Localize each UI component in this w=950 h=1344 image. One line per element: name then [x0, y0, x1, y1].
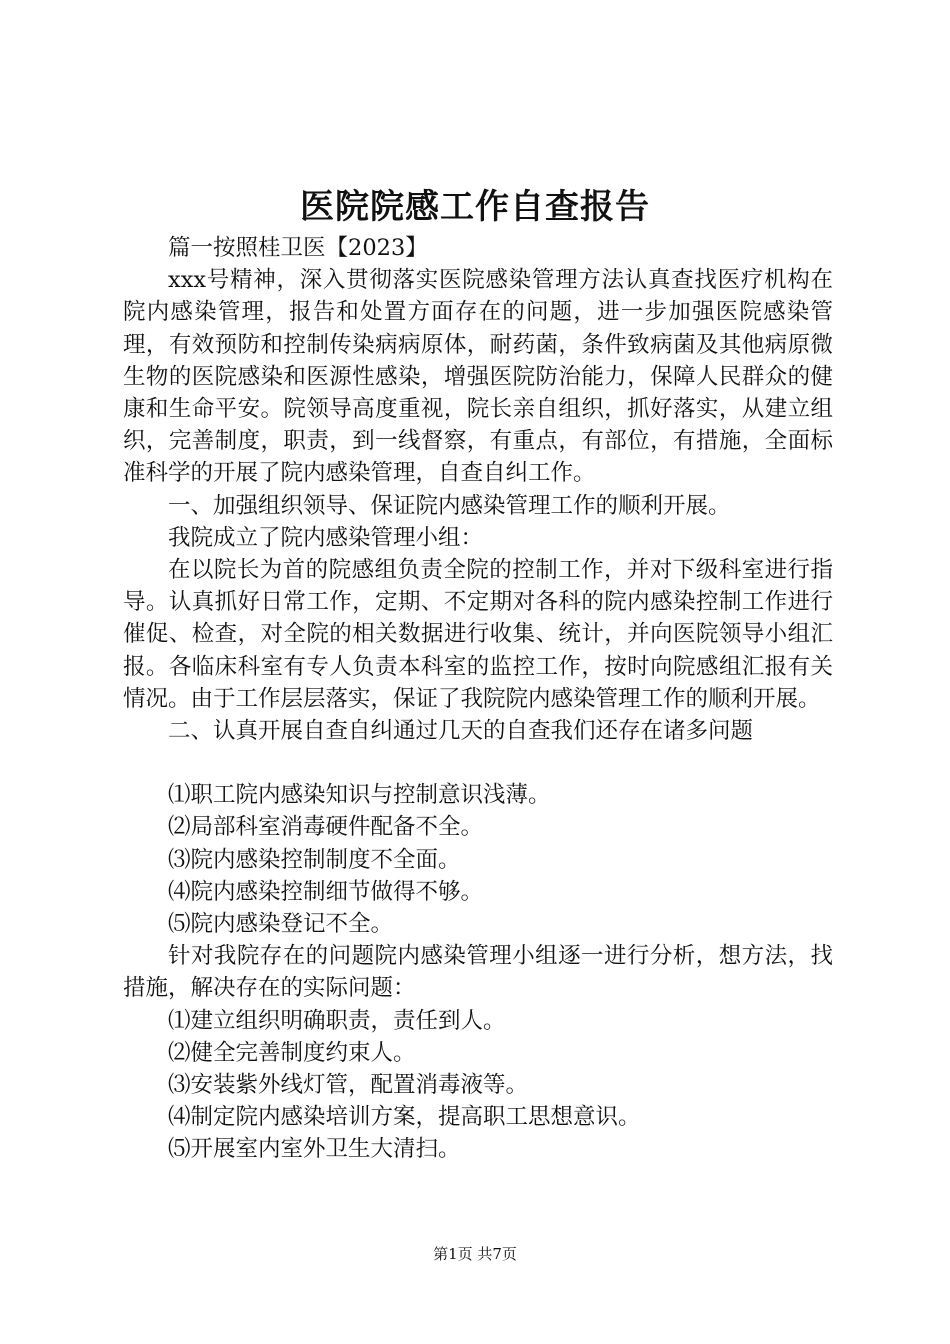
document-body: [123, 232, 833, 1166]
paragraph-group-duties: 在以院长为首的院感组负责全院的控制工作，并对下级科室进行指导。认真抓好日常工作，定期、不定期对各科的院内感染控制工作进行催促、检查，对全院的相关数据进行收集、统计，并向医院领导小组汇报。各临床科室有专人负责本科室的监控工作，按时向院感组汇报有关情况。由于工作层层落实，保证了我院院内感染管理工作的顺利开展。: [123, 557, 833, 712]
problem-item-3: ⑶院内感染控制制度不全面。: [168, 846, 461, 873]
paragraph-intro: 篇一按照桂卫医【2023】: [168, 235, 428, 261]
measure-item-5: ⑸开展室内室外卫生大清扫。: [168, 1136, 461, 1163]
problem-item-1: ⑴职工院内感染知识与控制意识浅薄。: [168, 782, 551, 809]
problem-item-2: ⑵局部科室消毒硬件配备不全。: [168, 814, 484, 841]
section-heading-1: 一、加强组织领导、保证院内感染管理工作的顺利开展。: [168, 492, 731, 519]
document-title: 医院院感工作自查报告: [300, 187, 650, 227]
problem-item-4: ⑷院内感染控制细节做得不够。: [168, 878, 484, 905]
measure-item-1: ⑴建立组织明确职责，责任到人。: [168, 1007, 506, 1034]
page-number-footer: 第1页 共7页: [433, 1245, 517, 1263]
measure-item-2: ⑵健全完善制度约束人。: [168, 1039, 416, 1066]
paragraph-group-founded: 我院成立了院内感染管理小组：: [168, 524, 484, 551]
paragraph-measures-intro: 针对我院存在的问题院内感染管理小组逐一进行分析，想方法，找措施，解决存在的实际问题：: [123, 943, 833, 1002]
section-heading-2: 二、认真开展自查自纠通过几天的自查我们还存在诸多问题: [168, 718, 754, 745]
problem-item-5: ⑸院内感染登记不全。: [168, 911, 394, 938]
paragraph-background: xxx号精神，深入贯彻落实医院感染管理方法认真查找医疗机构在院内感染管理，报告和处置方面存在的问题，进一步加强医院感染管理，有效预防和控制传染病病原体，耐药菌，条件致病菌及其他病原微生物的医院感染和医源性感染，增强医院防治能力，保障人民群众的健康和生命平安。院领导高度重视，院长亲自组织，抓好落实，从建立组织，完善制度，职责，到一线督察，有重点，有部位，有措施，全面标准科学的开展了院内感染管理，自查自纠工作。: [123, 267, 833, 487]
measure-item-4: ⑷制定院内感染培训方案，提高职工思想意识。: [168, 1104, 641, 1131]
measure-item-3: ⑶安装紫外线灯管，配置消毒液等。: [168, 1072, 529, 1099]
